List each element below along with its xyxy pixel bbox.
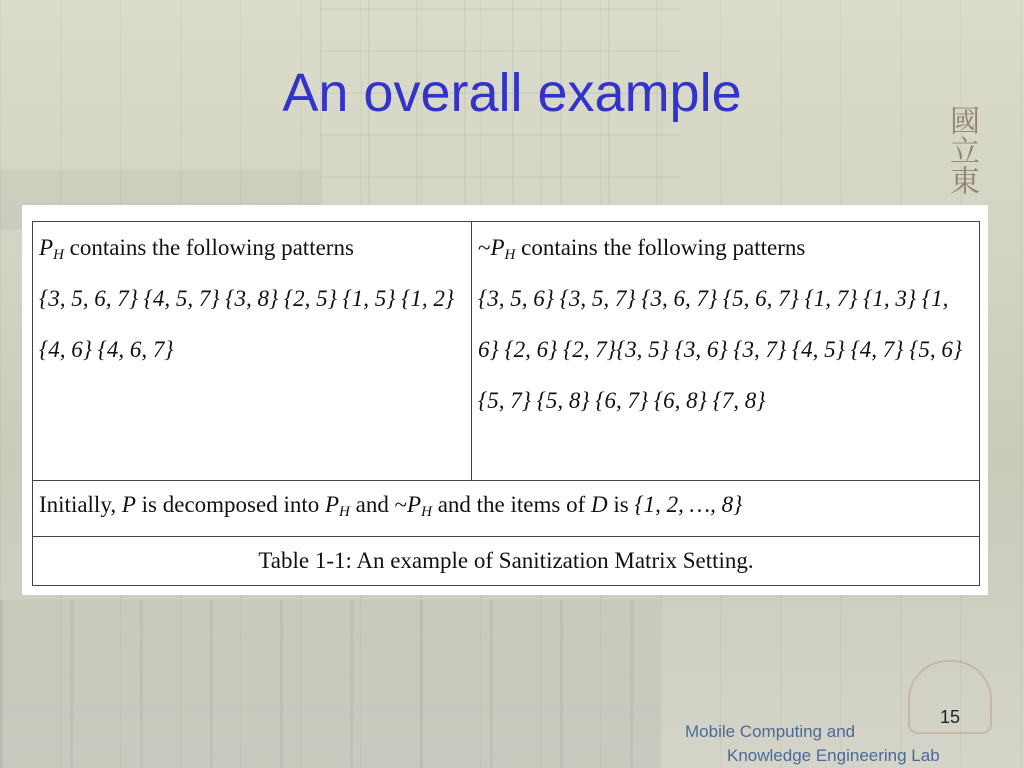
init-text: and the items of	[431, 492, 591, 517]
right-cell	[472, 222, 980, 481]
lab-name-line2: Knowledge Engineering Lab	[727, 746, 940, 765]
right-pattern-sets: {3, 5, 6} {3, 5, 7} {3, 6, 7} {5, 6, 7} {1, 7} {1, 3} {1, 6} {2, 6} {2, 7}{3, 5} {3, 6} {3, 7} {4, 5} {4, 7} {5, 6}{5, 7} {5, 8} {6, 7} {6, 8} {7, 8}	[478, 286, 963, 413]
slide-title: An overall example	[282, 63, 742, 123]
symbol-p: P	[324, 492, 340, 517]
symbol-h: H	[504, 247, 516, 263]
init-text: Initially,	[39, 492, 122, 517]
right-head-text: contains the following patterns	[515, 235, 806, 260]
symbol-h: H	[53, 247, 64, 263]
init-text: is	[607, 492, 635, 517]
university-name-vertical: 國立東	[944, 105, 979, 195]
init-text: is decomposed into	[135, 492, 325, 517]
symbol-p: P	[490, 235, 505, 260]
init-text: and ~	[349, 492, 408, 517]
symbol-h: H	[421, 504, 432, 520]
tilde: ~	[478, 235, 491, 260]
initial-decomposition-cell	[33, 481, 980, 537]
init-items-set: {1, 2, …, 8}	[634, 492, 743, 517]
table-caption: Table 1-1: An example of Sanitization Matrix Setting.	[33, 537, 980, 586]
table-panel	[22, 205, 988, 595]
table-row	[33, 537, 980, 586]
background-building	[0, 600, 660, 768]
left-head-text: contains the following patterns	[63, 235, 354, 260]
sanitization-matrix-table	[32, 221, 980, 586]
symbol-h: H	[339, 504, 350, 520]
init-symbol-d: D	[591, 492, 608, 517]
lab-name-line1: Mobile Computing and	[685, 722, 856, 741]
symbol-p: P	[39, 235, 54, 260]
init-symbol-p: P	[121, 492, 136, 517]
left-cell	[33, 222, 472, 481]
table-row	[33, 481, 980, 537]
left-pattern-sets: {3, 5, 6, 7} {4, 5, 7} {3, 8} {2, 5} {1, 5} {1, 2} {4, 6} {4, 6, 7}	[39, 286, 455, 362]
left-cell-heading	[39, 230, 465, 273]
table-row	[33, 222, 980, 481]
right-cell-heading	[478, 230, 973, 273]
page-number: 15	[940, 707, 961, 727]
symbol-p: P	[407, 492, 422, 517]
